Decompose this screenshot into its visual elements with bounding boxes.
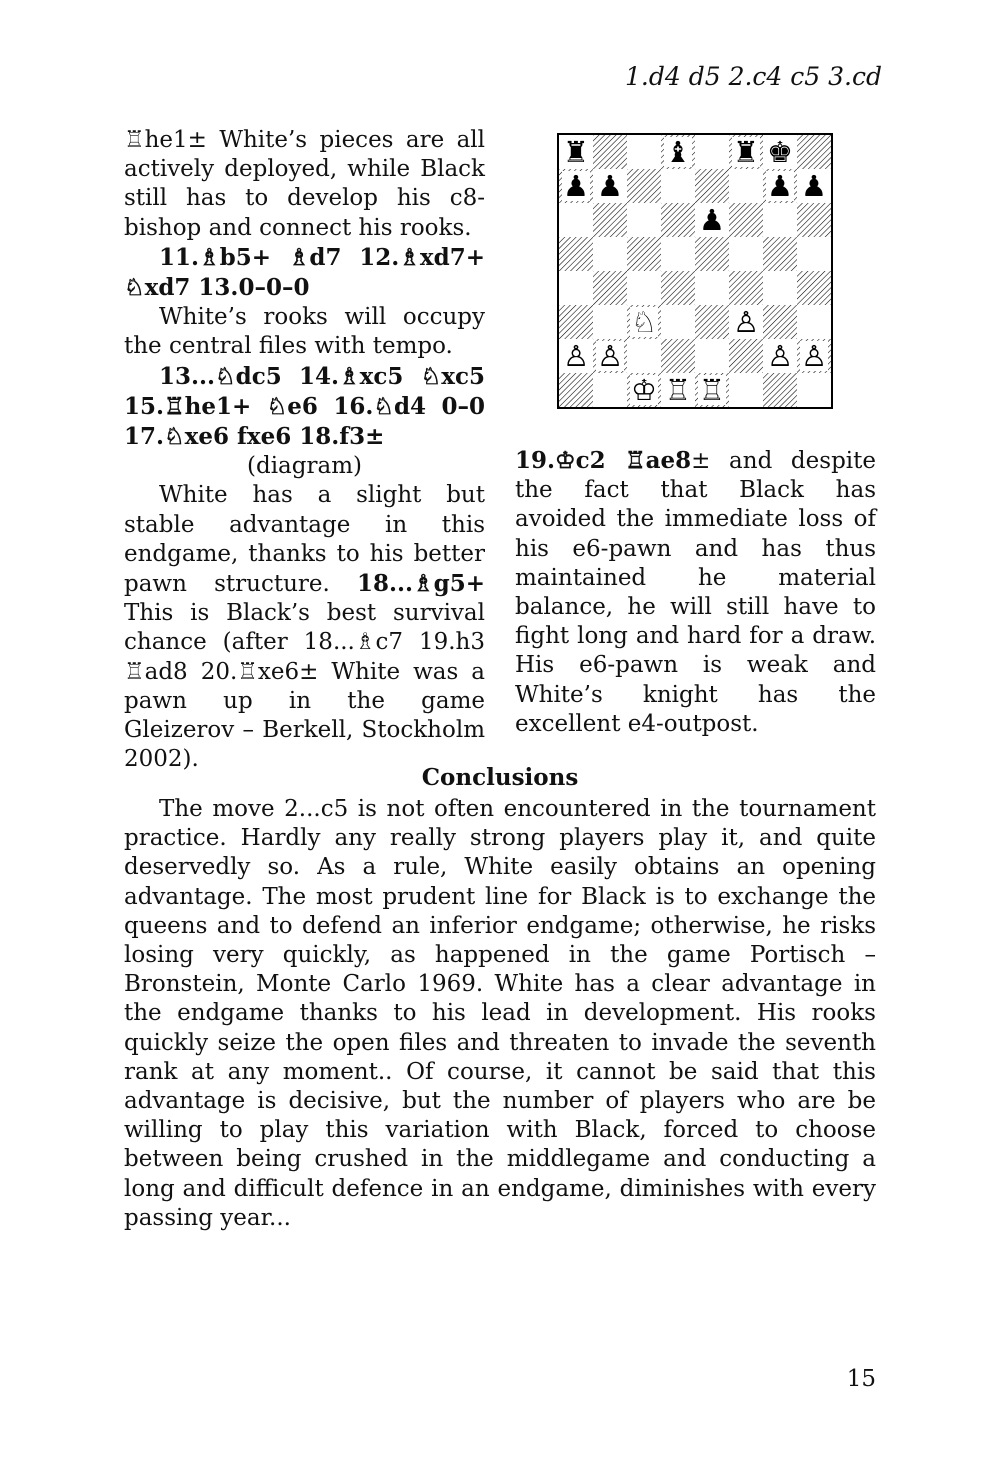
dark-square <box>559 305 593 339</box>
dark-square <box>627 169 661 203</box>
light-square <box>729 373 763 407</box>
paragraph <box>124 481 485 774</box>
dark-square <box>661 271 695 305</box>
white-pawn-icon: ♙ <box>733 305 759 339</box>
move-line <box>124 243 485 303</box>
dark-square <box>559 373 593 407</box>
white-king-icon: ♔ <box>631 373 657 407</box>
chess-board <box>559 135 831 407</box>
light-square <box>729 237 763 271</box>
black-king-icon: ♚ <box>767 135 793 169</box>
light-square <box>627 203 661 237</box>
conclusions-section <box>124 795 876 1233</box>
left-column <box>124 126 485 774</box>
dark-square <box>797 203 831 237</box>
text-run: This is Black’s best survival chance (after 18...♗c7 19.h3 ♖ad8 20.♖xe6± White was a pawn up in the game Gleizerov – Berkell, Stockholm 2002). <box>124 600 485 773</box>
light-square <box>763 271 797 305</box>
light-square <box>695 339 729 373</box>
light-square <box>627 339 661 373</box>
paragraph: White’s rooks will occupy the central files with tempo. <box>124 304 485 360</box>
light-square <box>593 305 627 339</box>
black-rook-icon: ♜ <box>733 135 759 169</box>
diagram-reference: (diagram) <box>247 453 362 480</box>
light-square <box>627 271 661 305</box>
paragraph: ♖he1± White’s pieces are all actively deployed, while Black still has to develop his c8-bishop and connect his rooks. <box>124 127 485 241</box>
dark-square <box>695 169 729 203</box>
light-square <box>797 237 831 271</box>
right-column <box>515 446 876 739</box>
dark-square <box>661 203 695 237</box>
white-rook-icon: ♖ <box>699 373 725 407</box>
text-run: White has a slight but stable advantage in this endgame, thanks to his better pawn structure. <box>124 482 485 598</box>
dark-square <box>593 135 627 169</box>
light-square <box>661 169 695 203</box>
dark-square <box>797 271 831 305</box>
dark-square <box>593 203 627 237</box>
dark-square <box>661 339 695 373</box>
light-square <box>797 305 831 339</box>
white-knight-icon: ♘ <box>631 305 657 339</box>
light-square <box>559 203 593 237</box>
light-square <box>593 237 627 271</box>
light-square <box>661 305 695 339</box>
black-pawn-icon: ♟ <box>767 169 793 203</box>
page-number: 15 <box>846 1366 876 1392</box>
dark-square <box>729 271 763 305</box>
dark-square <box>695 237 729 271</box>
section-heading: Conclusions <box>421 764 579 791</box>
dark-square <box>695 305 729 339</box>
dark-square <box>763 305 797 339</box>
light-square <box>695 271 729 305</box>
dark-square <box>729 339 763 373</box>
black-rook-icon: ♜ <box>563 135 589 169</box>
light-square <box>763 203 797 237</box>
dark-square <box>763 373 797 407</box>
dark-square <box>559 237 593 271</box>
black-bishop-icon: ♝ <box>665 135 691 169</box>
light-square <box>559 271 593 305</box>
light-square <box>729 169 763 203</box>
black-pawn-icon: ♟ <box>597 169 623 203</box>
dark-square <box>763 237 797 271</box>
white-pawn-icon: ♙ <box>767 339 793 373</box>
white-pawn-icon: ♙ <box>801 339 827 373</box>
dark-square <box>593 271 627 305</box>
move-line <box>124 362 485 453</box>
text-run: ± and despite the fact that Black has avoided the immediate loss of his e6-pawn and has thus maintained he material balance, he will still have to fight long and hard for a draw. His e6-pawn is weak and White’s knight has the excellent e4-outpost. <box>515 448 876 737</box>
bold-moves: 19.♔c2 ♖ae8 <box>515 447 692 474</box>
light-square <box>593 373 627 407</box>
dark-square <box>797 135 831 169</box>
bold-moves: 13...♘dc5 14.♗xc5 ♘xc5 15.♖he1+ ♘e6 16.♘d4 0–0 17.♘xe6 fxe6 18.f3± <box>124 362 485 451</box>
running-header: 1.d4 d5 2.c4 c5 3.cd <box>625 62 882 91</box>
paragraph <box>515 446 876 739</box>
black-pawn-icon: ♟ <box>801 169 827 203</box>
chess-diagram <box>557 133 833 409</box>
light-square <box>797 373 831 407</box>
bold-moves: 11.♗b5+ ♗d7 12.♗xd7+ ♘xd7 13.0–0–0 <box>124 243 485 302</box>
light-square <box>627 135 661 169</box>
paragraph: The move 2...c5 is not often encountered in the tournament practice. Hardly any really strong players play it, and quite deservedly so. As a rule, White easily obtains an opening advantage. The most prudent line for Black is to exchange the queens and to defend an inferior endgame; otherwise, he risks losing very quickly, as happened in the game Portisch – Bronstein, Monte Carlo 1969. White has a clear advantage in the endgame thanks to his lead in development. His rooks quickly seize the open files and threaten to invade the seventh rank at any moment.. Of course, it cannot be said that this advantage is decisive, but the number of players who are be willing to play this variation with Black, forced to choose between being crushed in the middlegame and conducting a long and difficult defence in an endgame, diminishes with every passing year... <box>124 796 876 1231</box>
black-pawn-icon: ♟ <box>699 203 725 237</box>
white-pawn-icon: ♙ <box>563 339 589 373</box>
light-square <box>661 237 695 271</box>
white-rook-icon: ♖ <box>665 373 691 407</box>
dark-square <box>729 203 763 237</box>
black-pawn-icon: ♟ <box>563 169 589 203</box>
bold-moves: 18...♗g5+ <box>356 570 485 598</box>
light-square <box>695 135 729 169</box>
white-pawn-icon: ♙ <box>597 339 623 373</box>
dark-square <box>627 237 661 271</box>
